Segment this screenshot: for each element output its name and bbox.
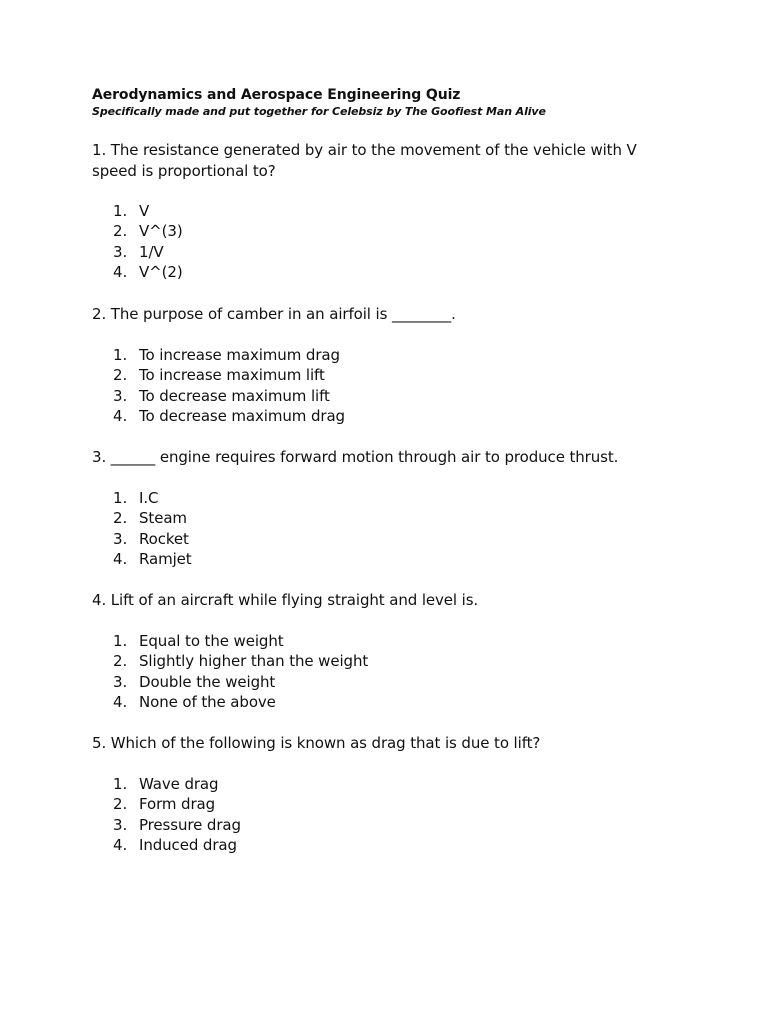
- question-3: 3. ______ engine requires forward motion through air to produce thrust.: [92, 448, 619, 466]
- option-number: 3.: [113, 672, 128, 691]
- option-number: 1.: [113, 489, 128, 507]
- option-text: None of the above: [139, 693, 276, 712]
- option-number: 3.: [113, 529, 128, 548]
- option-number: 2.: [113, 222, 128, 241]
- option-item: [113, 529, 633, 549]
- option-number: 2.: [113, 795, 128, 814]
- option-number: 1.: [113, 346, 128, 364]
- option-number: 3.: [113, 242, 128, 261]
- option-number: 1.: [113, 202, 128, 220]
- option-text: Equal to the weight: [139, 632, 284, 650]
- option-item: [113, 262, 633, 282]
- option-item: [113, 365, 633, 385]
- question-3-options: [113, 488, 633, 570]
- option-item: [113, 488, 633, 508]
- option-item: [113, 794, 633, 814]
- option-text: To increase maximum lift: [139, 366, 325, 385]
- option-item: [113, 386, 633, 406]
- option-text: 1/V: [139, 242, 164, 261]
- option-text: I.C: [139, 489, 159, 507]
- option-item: [113, 345, 633, 365]
- option-text: V: [139, 202, 150, 220]
- option-item: [113, 508, 633, 528]
- option-number: 4.: [113, 407, 128, 426]
- question-1: 1. The resistance generated by air to the movement of the vehicle with V speed is proportional to?: [92, 141, 637, 180]
- option-number: 2.: [113, 652, 128, 671]
- option-item: [113, 406, 633, 426]
- option-number: 4.: [113, 263, 128, 282]
- option-text: Steam: [139, 509, 187, 528]
- option-text: Form drag: [139, 795, 216, 814]
- question-1-options: [113, 201, 633, 283]
- option-item: [113, 692, 633, 712]
- question-4-options: [113, 631, 633, 713]
- option-number: 2.: [113, 509, 128, 528]
- option-item: [113, 774, 633, 794]
- option-item: [113, 201, 633, 221]
- document-title: Aerodynamics and Aerospace Engineering Quiz: [92, 87, 461, 103]
- option-text: Slightly higher than the weight: [139, 652, 369, 671]
- option-number: 2.: [113, 366, 128, 385]
- option-number: 4.: [113, 836, 128, 855]
- option-text: To decrease maximum lift: [139, 386, 330, 405]
- question-5: 5. Which of the following is known as drag that is due to lift?: [92, 734, 541, 752]
- option-number: 1.: [113, 632, 128, 650]
- option-text: Pressure drag: [139, 815, 241, 834]
- option-text: Double the weight: [139, 672, 276, 691]
- question-4: 4. Lift of an aircraft while flying straight and level is.: [92, 591, 479, 609]
- option-number: 3.: [113, 386, 128, 405]
- option-item: [113, 242, 633, 262]
- option-text: Wave drag: [139, 775, 219, 793]
- option-number: 4.: [113, 693, 128, 712]
- option-item: [113, 549, 633, 569]
- question-2-options: [113, 345, 633, 427]
- option-text: To decrease maximum drag: [139, 407, 345, 426]
- option-text: To increase maximum drag: [139, 346, 340, 364]
- option-text: V^(3): [139, 222, 183, 241]
- option-number: 3.: [113, 815, 128, 834]
- option-item: [113, 631, 633, 651]
- option-text: Induced drag: [139, 836, 237, 855]
- option-text: Ramjet: [139, 550, 192, 569]
- option-item: [113, 221, 633, 241]
- option-item: [113, 651, 633, 671]
- option-number: 4.: [113, 550, 128, 569]
- option-item: [113, 815, 633, 835]
- option-item: [113, 835, 633, 855]
- question-5-options: [113, 774, 633, 856]
- option-text: Rocket: [139, 529, 189, 548]
- document-subtitle: Specifically made and put together for Celebsiz by The Goofiest Man Alive: [92, 105, 546, 118]
- question-2: 2. The purpose of camber in an airfoil is ________.: [92, 305, 456, 323]
- option-number: 1.: [113, 775, 128, 793]
- option-item: [113, 672, 633, 692]
- option-text: V^(2): [139, 263, 183, 282]
